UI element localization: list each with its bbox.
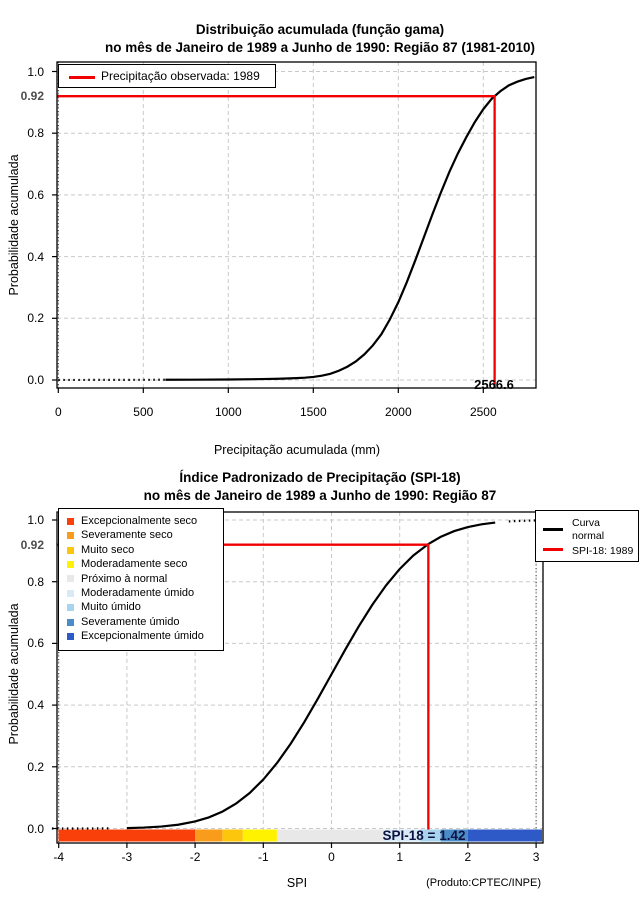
gamma-y-axis-title: Probabilidade acumulada [7, 154, 21, 296]
spi-chart-title: Índice Padronizado de Precipitação (SPI-18) [179, 470, 461, 485]
gamma-x-tick-label: 1000 [214, 405, 242, 419]
gamma-chart-subtitle: no mês de Janeiro de 1989 a Junho de 1990: Região 87 (1981-2010) [105, 39, 535, 55]
spi-y-tick-label: 0.8 [27, 574, 44, 589]
legend-item [59, 528, 223, 542]
category-swatch [67, 561, 74, 568]
spi-x-axis-title: SPI [286, 876, 308, 890]
category-label: Excepcionalmente úmido [81, 630, 204, 643]
category-swatch [67, 633, 74, 640]
category-swatch [67, 590, 74, 597]
spi-y-tick-label: 0.6 [27, 636, 44, 651]
legend-item [59, 514, 223, 528]
spi-y-tick-label: 0.0 [27, 821, 44, 836]
gamma-x-tick-label: 1500 [299, 405, 327, 419]
spi-curve-legend [535, 510, 639, 562]
gamma-y-tick-label: 0.4 [27, 249, 44, 264]
category-swatch [67, 575, 74, 582]
spi-value-annotation: SPI-18 = 1.42 [382, 828, 466, 843]
category-swatch [67, 518, 74, 525]
category-label: Próximo à normal [81, 572, 168, 585]
legend-item [59, 629, 223, 643]
category-label: Severamente seco [81, 529, 173, 542]
red-line-sample [543, 548, 563, 551]
gamma-y-tick-label: 0.0 [27, 373, 44, 387]
spi-category-legend [58, 508, 224, 651]
legend-item [59, 615, 223, 629]
category-swatch [67, 604, 74, 611]
spi-x-tick-label: 3 [532, 850, 540, 864]
product-credit: (Produto:CPTEC/INPE) [426, 877, 541, 889]
gamma-x-tick-label: 0 [54, 405, 62, 419]
gamma-y-tick-label: 1.0 [27, 64, 44, 79]
category-swatch [67, 619, 74, 626]
spi-chart-subtitle: no mês de Janeiro de 1989 a Junho de 1990: Região 87 [143, 487, 497, 503]
legend-item [59, 586, 223, 600]
gamma-x-tick-label: 500 [133, 405, 154, 419]
spi-x-tick-label: 0 [328, 850, 335, 864]
spi-y-tick-label: 1.0 [27, 513, 44, 527]
spi-x-tick-label: -4 [53, 850, 65, 864]
legend-item [59, 543, 223, 557]
category-label: Muito seco [81, 543, 135, 556]
category-label: Moderadamente seco [81, 558, 188, 571]
gamma-y-tick-label: 0.6 [27, 187, 44, 202]
gamma-chart-title: Distribuição acumulada (função gama) [195, 22, 445, 37]
gamma-legend [58, 64, 276, 88]
spi-x-tick-label: 2 [464, 850, 472, 864]
category-label: Excepcionalmente seco [81, 515, 198, 527]
category-label: Severamente úmido [81, 615, 180, 628]
spi-y-tick-label: 0.4 [27, 698, 44, 713]
observed-precip-label: 2566.6 [474, 377, 514, 392]
category-swatch [67, 532, 74, 539]
spi-x-tick-label: 1 [396, 850, 404, 864]
category-label: Muito úmido [81, 601, 141, 614]
spi-x-tick-label: -3 [121, 850, 133, 864]
legend-item [59, 572, 223, 586]
spi-x-tick-label: -2 [189, 850, 201, 864]
gamma-y-tick-label: 0.8 [27, 126, 44, 141]
category-swatch [67, 547, 74, 554]
gamma-x-tick-label: 2500 [469, 405, 497, 419]
spi-y-tick-label: 0.2 [27, 759, 44, 774]
curve-legend-label-line2: normal [572, 530, 605, 542]
gamma-legend-label: Precipitação observada: 1989 [101, 69, 260, 83]
spi-prob-value-label: 0.92 [20, 538, 44, 552]
gamma-prob-value-label: 0.92 [20, 89, 44, 103]
spi-x-tick-label: -1 [257, 850, 269, 864]
spi-legend-label: SPI-18: 1989 [572, 544, 634, 557]
red-line-sample [69, 76, 95, 79]
gamma-x-axis-title: Precipitação acumulada (mm) [213, 443, 381, 457]
curve-legend-label-line1: Curva [572, 516, 601, 529]
gamma-y-tick-label: 0.2 [27, 311, 44, 326]
legend-item [59, 557, 223, 571]
spi-y-axis-title: Probabilidade acumulada [7, 603, 21, 745]
black-line-sample [543, 528, 563, 531]
gamma-x-tick-label: 2000 [384, 405, 412, 419]
category-label: Moderadamente úmido [81, 587, 195, 599]
legend-item [59, 600, 223, 614]
